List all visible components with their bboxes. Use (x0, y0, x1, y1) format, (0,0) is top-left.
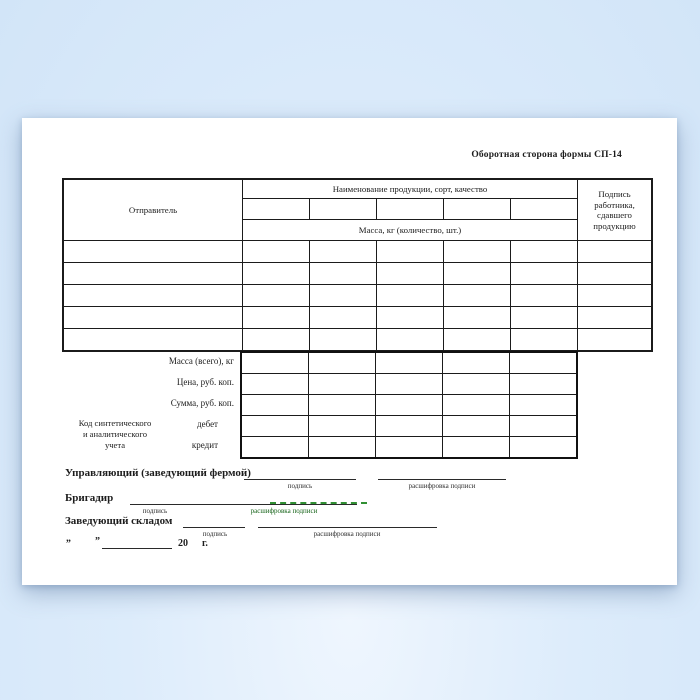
totals-cell (443, 416, 510, 437)
date-open-quote: „ (66, 533, 71, 544)
worker-signature-cell (578, 307, 653, 329)
mass-cell (511, 285, 578, 307)
totals-cell (443, 352, 510, 374)
mass-cell (511, 307, 578, 329)
brigadier-signature-caption: подпись (142, 507, 168, 515)
mass-cell (377, 241, 444, 263)
mass-cell (243, 307, 310, 329)
totals-cell (241, 416, 309, 437)
product-header-cell: Наименование продукции, сорт, качество (243, 179, 578, 199)
mass-cell (444, 241, 511, 263)
main-table (62, 178, 653, 352)
date-close-quote: ” (95, 536, 100, 547)
product-subcol-cell (377, 199, 444, 220)
mass-header-cell: Масса, кг (количество, шт.) (243, 220, 578, 241)
totals-cell (309, 395, 376, 416)
totals-cell (309, 374, 376, 395)
date-month-line (102, 548, 172, 549)
totals-cell (510, 374, 578, 395)
brigadier-decryption-line (212, 504, 357, 505)
sender-cell (63, 241, 243, 263)
totals-cell (376, 416, 443, 437)
totals-cell (309, 352, 376, 374)
totals-cell (241, 374, 309, 395)
mass-cell (511, 329, 578, 352)
mass-cell (243, 241, 310, 263)
totals-cell (510, 437, 578, 459)
totals-cell (443, 395, 510, 416)
debit-label: дебет (197, 419, 218, 429)
totals-cell (309, 416, 376, 437)
totals-cell (241, 437, 309, 459)
mass-cell (377, 329, 444, 352)
totals-cell (510, 352, 578, 374)
mass-cell (377, 263, 444, 285)
product-subcol-cell (310, 199, 377, 220)
warehouse-decryption-caption: расшифровка подписи (313, 530, 381, 538)
totals-cell (510, 416, 578, 437)
mass-cell (511, 263, 578, 285)
mass-cell (243, 329, 310, 352)
mass-cell (511, 241, 578, 263)
manager-signature-line (244, 479, 356, 480)
mass-cell (377, 307, 444, 329)
worker-signature-cell (578, 285, 653, 307)
manager-decryption-line (378, 479, 506, 480)
sender-cell (63, 329, 243, 352)
totals-cell (241, 352, 309, 374)
signature-header-cell: Подпись работника, сдавшего продукцию (578, 179, 653, 241)
worker-signature-cell (578, 263, 653, 285)
account-code-label: Код синтетического и аналитического учета (78, 418, 152, 450)
date-year: 20 (178, 538, 188, 549)
worker-signature-cell (578, 241, 653, 263)
mass-total-label: Масса (всего), кг (168, 356, 234, 366)
date-year-suffix: г. (202, 538, 208, 549)
scan-artifact-green-dashes (270, 502, 367, 504)
brigadier-signature-line (130, 504, 222, 505)
warehouse-signature-line (183, 527, 245, 528)
warehouse-label: Заведующий складом (65, 515, 173, 527)
mass-cell (310, 285, 377, 307)
mass-cell (310, 329, 377, 352)
price-label: Цена, руб. коп. (176, 377, 234, 387)
totals-cell (443, 374, 510, 395)
credit-label: кредит (191, 440, 218, 450)
brigadier-label: Бригадир (65, 492, 114, 504)
product-subcol-cell (511, 199, 578, 220)
manager-decryption-caption: расшифровка подписи (408, 482, 476, 490)
product-subcol-cell (243, 199, 310, 220)
mass-cell (444, 307, 511, 329)
sender-header-cell: Отправитель (63, 179, 243, 241)
totals-cell (309, 437, 376, 459)
totals-cell (376, 395, 443, 416)
worker-signature-cell (578, 329, 653, 352)
mass-cell (310, 263, 377, 285)
mass-cell (444, 329, 511, 352)
mass-cell (444, 285, 511, 307)
form-page (22, 118, 677, 585)
totals-table (240, 351, 578, 459)
totals-cell (376, 437, 443, 459)
warehouse-decryption-line (258, 527, 437, 528)
manager-label: Управляющий (заведующий фермой) (65, 467, 251, 479)
mass-cell (310, 241, 377, 263)
sender-cell (63, 263, 243, 285)
totals-cell (376, 352, 443, 374)
product-subcol-cell (444, 199, 511, 220)
totals-cell (510, 395, 578, 416)
warehouse-signature-caption: подпись (202, 530, 228, 538)
sender-cell (63, 285, 243, 307)
totals-cell (376, 374, 443, 395)
sender-cell (63, 307, 243, 329)
mass-cell (377, 285, 444, 307)
mass-cell (310, 307, 377, 329)
mass-cell (243, 263, 310, 285)
mass-cell (444, 263, 511, 285)
totals-cell (443, 437, 510, 459)
sum-label: Сумма, руб. коп. (170, 398, 234, 408)
brigadier-decryption-caption: расшифровка подписи (250, 507, 318, 515)
mass-cell (243, 285, 310, 307)
totals-cell (241, 395, 309, 416)
form-note: Оборотная сторона формы СП-14 (471, 150, 622, 160)
manager-signature-caption: подпись (287, 482, 313, 490)
